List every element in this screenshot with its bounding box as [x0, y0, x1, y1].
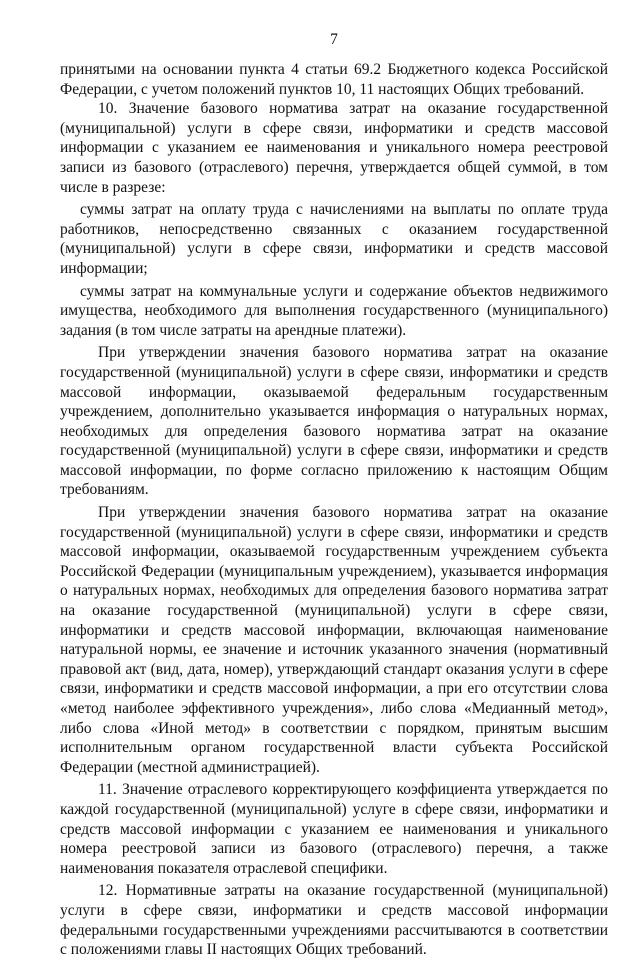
paragraph-continuation: принятыми на основании пункта 4 статьи 69.2 Бюджетного кодекса Российской Федерации, с учетом положений пунктов 10, 11 настоящих Общих требований.	[60, 61, 608, 98]
paragraph-utilities-costs: суммы затрат на коммунальные услуги и содержание объектов недвижимого имущества, необходимого для выполнения государственного (муниципального) задания (в том числе затраты на арендные платежи).	[60, 282, 608, 339]
paragraph-regional-institution: При утверждении значения базового норматива затрат на оказание государственной (муниципальной) услуги в сфере связи, информатики и средств массовой информации, оказываемой государственным учреждением субъекта Российской Федерации (муниципальным учреждением), указывается информация о натуральных нормах, необходимых для определения базового норматива затрат на оказание государственной (муниципальной) услуги в сфере связи, информатики и средств массовой информации, включающая наименование натуральной нормы, ее значение и источник указанного значения (нормативный правовой акт (вид, дата, номер), утверждающий стандарт оказания услуги в сфере связи, информатики и средств массовой информации, а при его отсутствии слова «метод наиболее эффективного учреждения», либо слова «Медианный метод», либо слова «Иной метод» в соответствии с порядком, принятым высшим исполнительным органом государственной власти субъекта Российской Федерации (местной администрацией).	[60, 504, 608, 776]
paragraph-federal-institution: При утверждении значения базового норматива затрат на оказание государственной (муниципальной) услуги в сфере связи, информатики и средств массовой информации, оказываемой федеральным государственным учреждением, дополнительно указывается информация о натуральных нормах, необходимых для определения базового норматива затрат на оказание государственной (муниципальной) услуги в сфере связи, информатики и средств массовой информации, по форме согласно приложению к настоящим Общим требованиям.	[60, 344, 608, 499]
paragraph-item-10: 10. Значение базового норматива затрат на оказание государственной (муниципальной) услуги в сфере связи, информатики и средств массовой информации с указанием ее наименования и уникального номера реестровой записи из базового (отраслевого) перечня, утверждается общей суммой, в том числе в разрезе:	[60, 100, 608, 196]
document-body	[60, 60, 608, 960]
paragraph-item-12: 12. Нормативные затраты на оказание государственной (муниципальной) услуги в сфере связи, информатики и средств массовой информации федеральными государственными учреждениями рассчитываются в соответствии с положениями главы II настоящих Общих требований.	[60, 882, 608, 959]
page-number: 7	[330, 31, 338, 48]
paragraph-item-11: 11. Значение отраслевого корректирующего коэффициента утверждается по каждой государственной (муниципальной) услуге в сфере связи, информатики и средств массовой информации с указанием ее наименования и уникального номера реестровой записи из базового (отраслевого) перечня, а также наименования показателя отраслевой специфики.	[60, 781, 608, 877]
paragraph-labor-costs: суммы затрат на оплату труда с начислениями на выплаты по оплате труда работников, непосредственно связанных с оказанием государственной (муниципальной) услуги в сфере связи, информатики и средств массовой информации;	[60, 201, 608, 277]
